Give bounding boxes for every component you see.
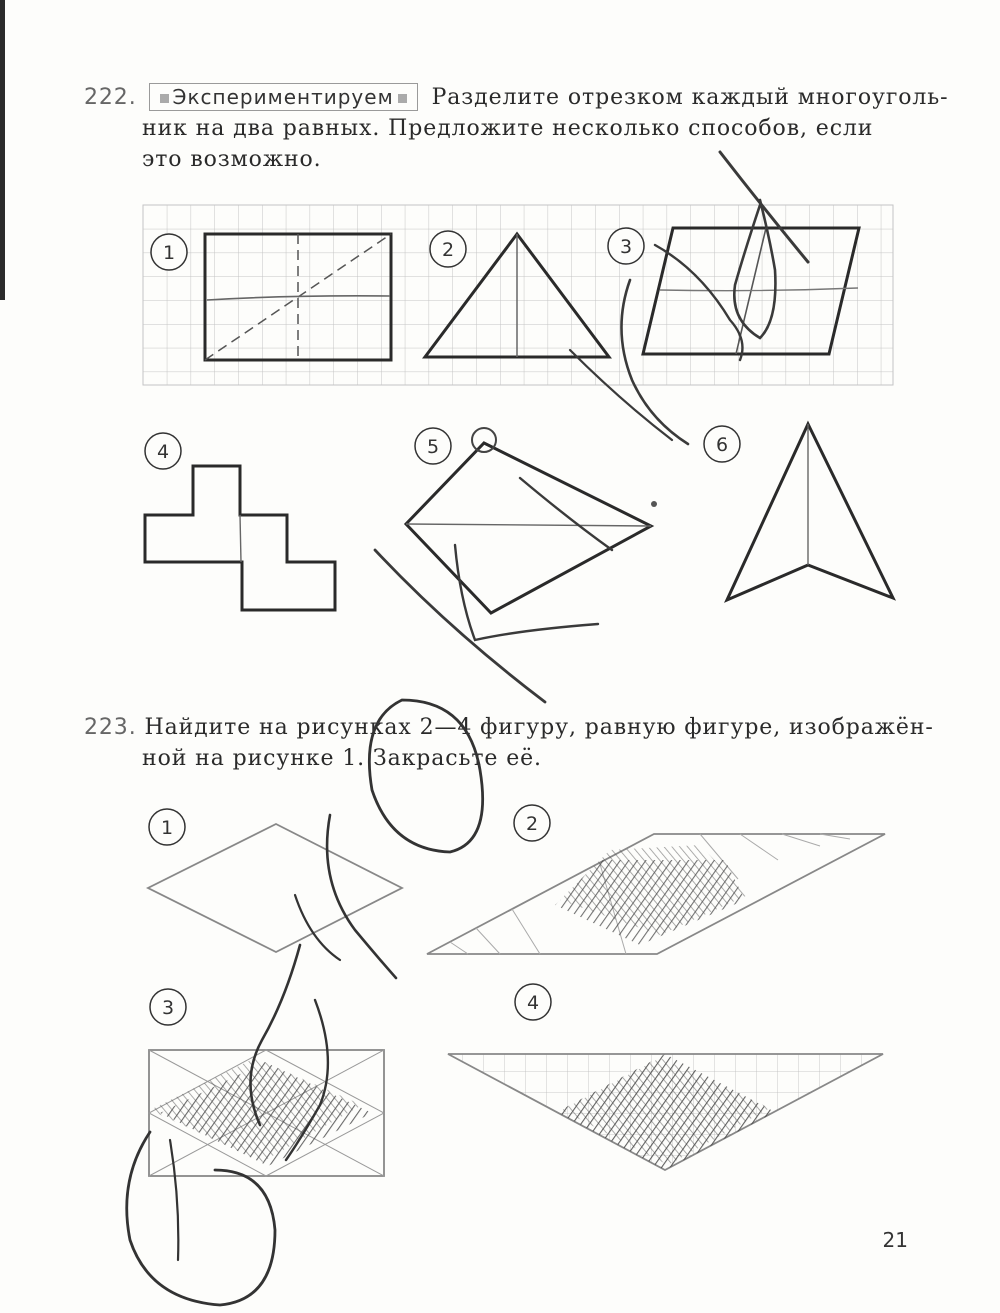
label-222-3 (608, 228, 644, 264)
label-222-2-text: 2 (441, 239, 455, 261)
figure-222-6-arrowhead (727, 424, 893, 600)
experiment-badge-label: Экспериментируем (172, 85, 394, 109)
task-223-number: 223. (84, 715, 137, 740)
label-223-2-text: 2 (525, 813, 539, 835)
task-223-text-line1: Найдите на рисунках 2—4 фигуру, равную фигуре, изображён- (144, 715, 934, 740)
figure-222-4-l-shape (145, 466, 335, 610)
label-222-3-text: 3 (619, 236, 633, 258)
label-222-6-text: 6 (715, 434, 729, 456)
label-222-5 (415, 428, 451, 464)
figure-223-1-rhombus (148, 824, 402, 952)
label-223-4-text: 4 (526, 992, 540, 1014)
task-222-text-line1: Разделите отрезком каждый многоуголь- (431, 85, 949, 110)
label-222-1-text: 1 (162, 242, 176, 264)
label-223-2 (514, 805, 550, 841)
label-223-3-text: 3 (161, 997, 175, 1019)
label-223-4 (515, 984, 551, 1020)
figure-223-4-triangle-grid (448, 1054, 883, 1170)
task-222-number: 222. (84, 85, 137, 110)
page-number: 21 (882, 1228, 908, 1252)
label-222-6 (704, 426, 740, 462)
label-222-5-text: 5 (426, 436, 440, 458)
label-222-4 (145, 433, 181, 469)
label-222-4-text: 4 (156, 441, 170, 463)
task-223-text-rest: ной на рисунке 1. Закрасьте её. (142, 746, 542, 771)
label-223-1 (149, 809, 185, 845)
label-222-2 (430, 231, 466, 267)
task-222-text-rest: ник на два равных. Предложите несколько способов, если это возможно. (142, 116, 874, 172)
figure-223-2-parallelogram (427, 834, 885, 954)
label-223-3 (150, 989, 186, 1025)
label-223-1-text: 1 (160, 817, 174, 839)
figure-223-3-rectangle (149, 1050, 384, 1176)
label-222-1 (151, 234, 187, 270)
